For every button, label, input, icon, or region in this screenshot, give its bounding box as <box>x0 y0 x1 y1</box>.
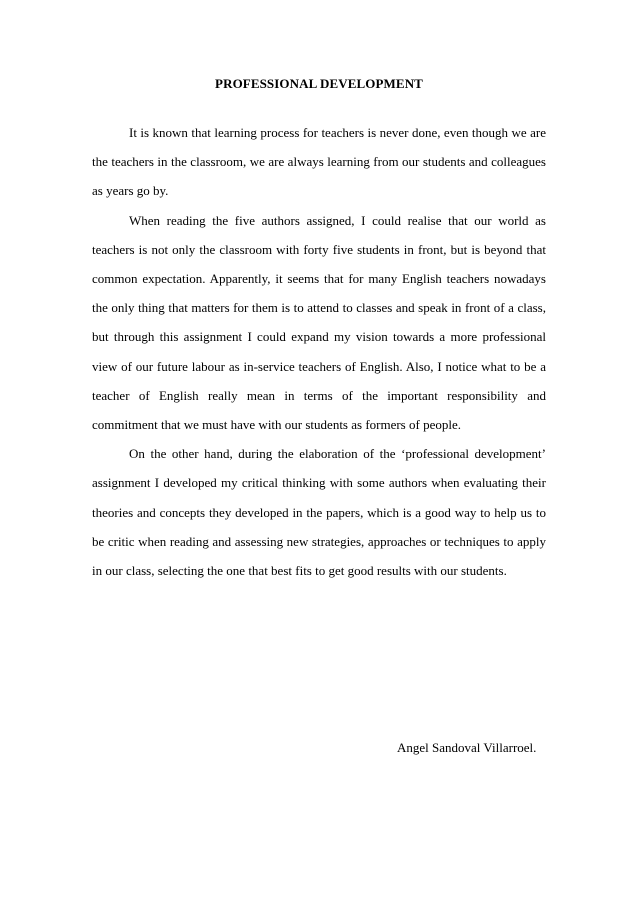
document-title: PROFESSIONAL DEVELOPMENT <box>215 76 423 91</box>
paragraph-1: It is known that learning process for teachers is never done, even though we are the teachers in the classroom, we are always learning from our students and colleagues as years go by. <box>92 125 546 199</box>
paragraph-3: On the other hand, during the elaboration of the ‘professional development’ assignment I developed my critical thinking with some authors when evaluating their theories and concepts they developed in the papers, which is a good way to help us to be critic when reading and assessing new strategies, approaches or techniques to apply in our class, selecting the one that best fits to get good results with our students. <box>92 446 546 579</box>
document-body <box>92 118 546 585</box>
author-signature: Angel Sandoval Villarroel. <box>397 740 537 755</box>
paragraph-2: When reading the five authors assigned, I could realise that our world as teachers is not only the classroom with forty five students in front, but is beyond that common expectation. Apparently, it seems that for many English teachers nowadays the only thing that matters for them is to attend to classes and speak in front of a class, but through this assignment I could expand my vision towards a more professional view of our future labour as in-service teachers of English. Also, I notice what to be a teacher of English really mean in terms of the important responsibility and commitment that we must have with our students as formers of people. <box>92 212 546 433</box>
